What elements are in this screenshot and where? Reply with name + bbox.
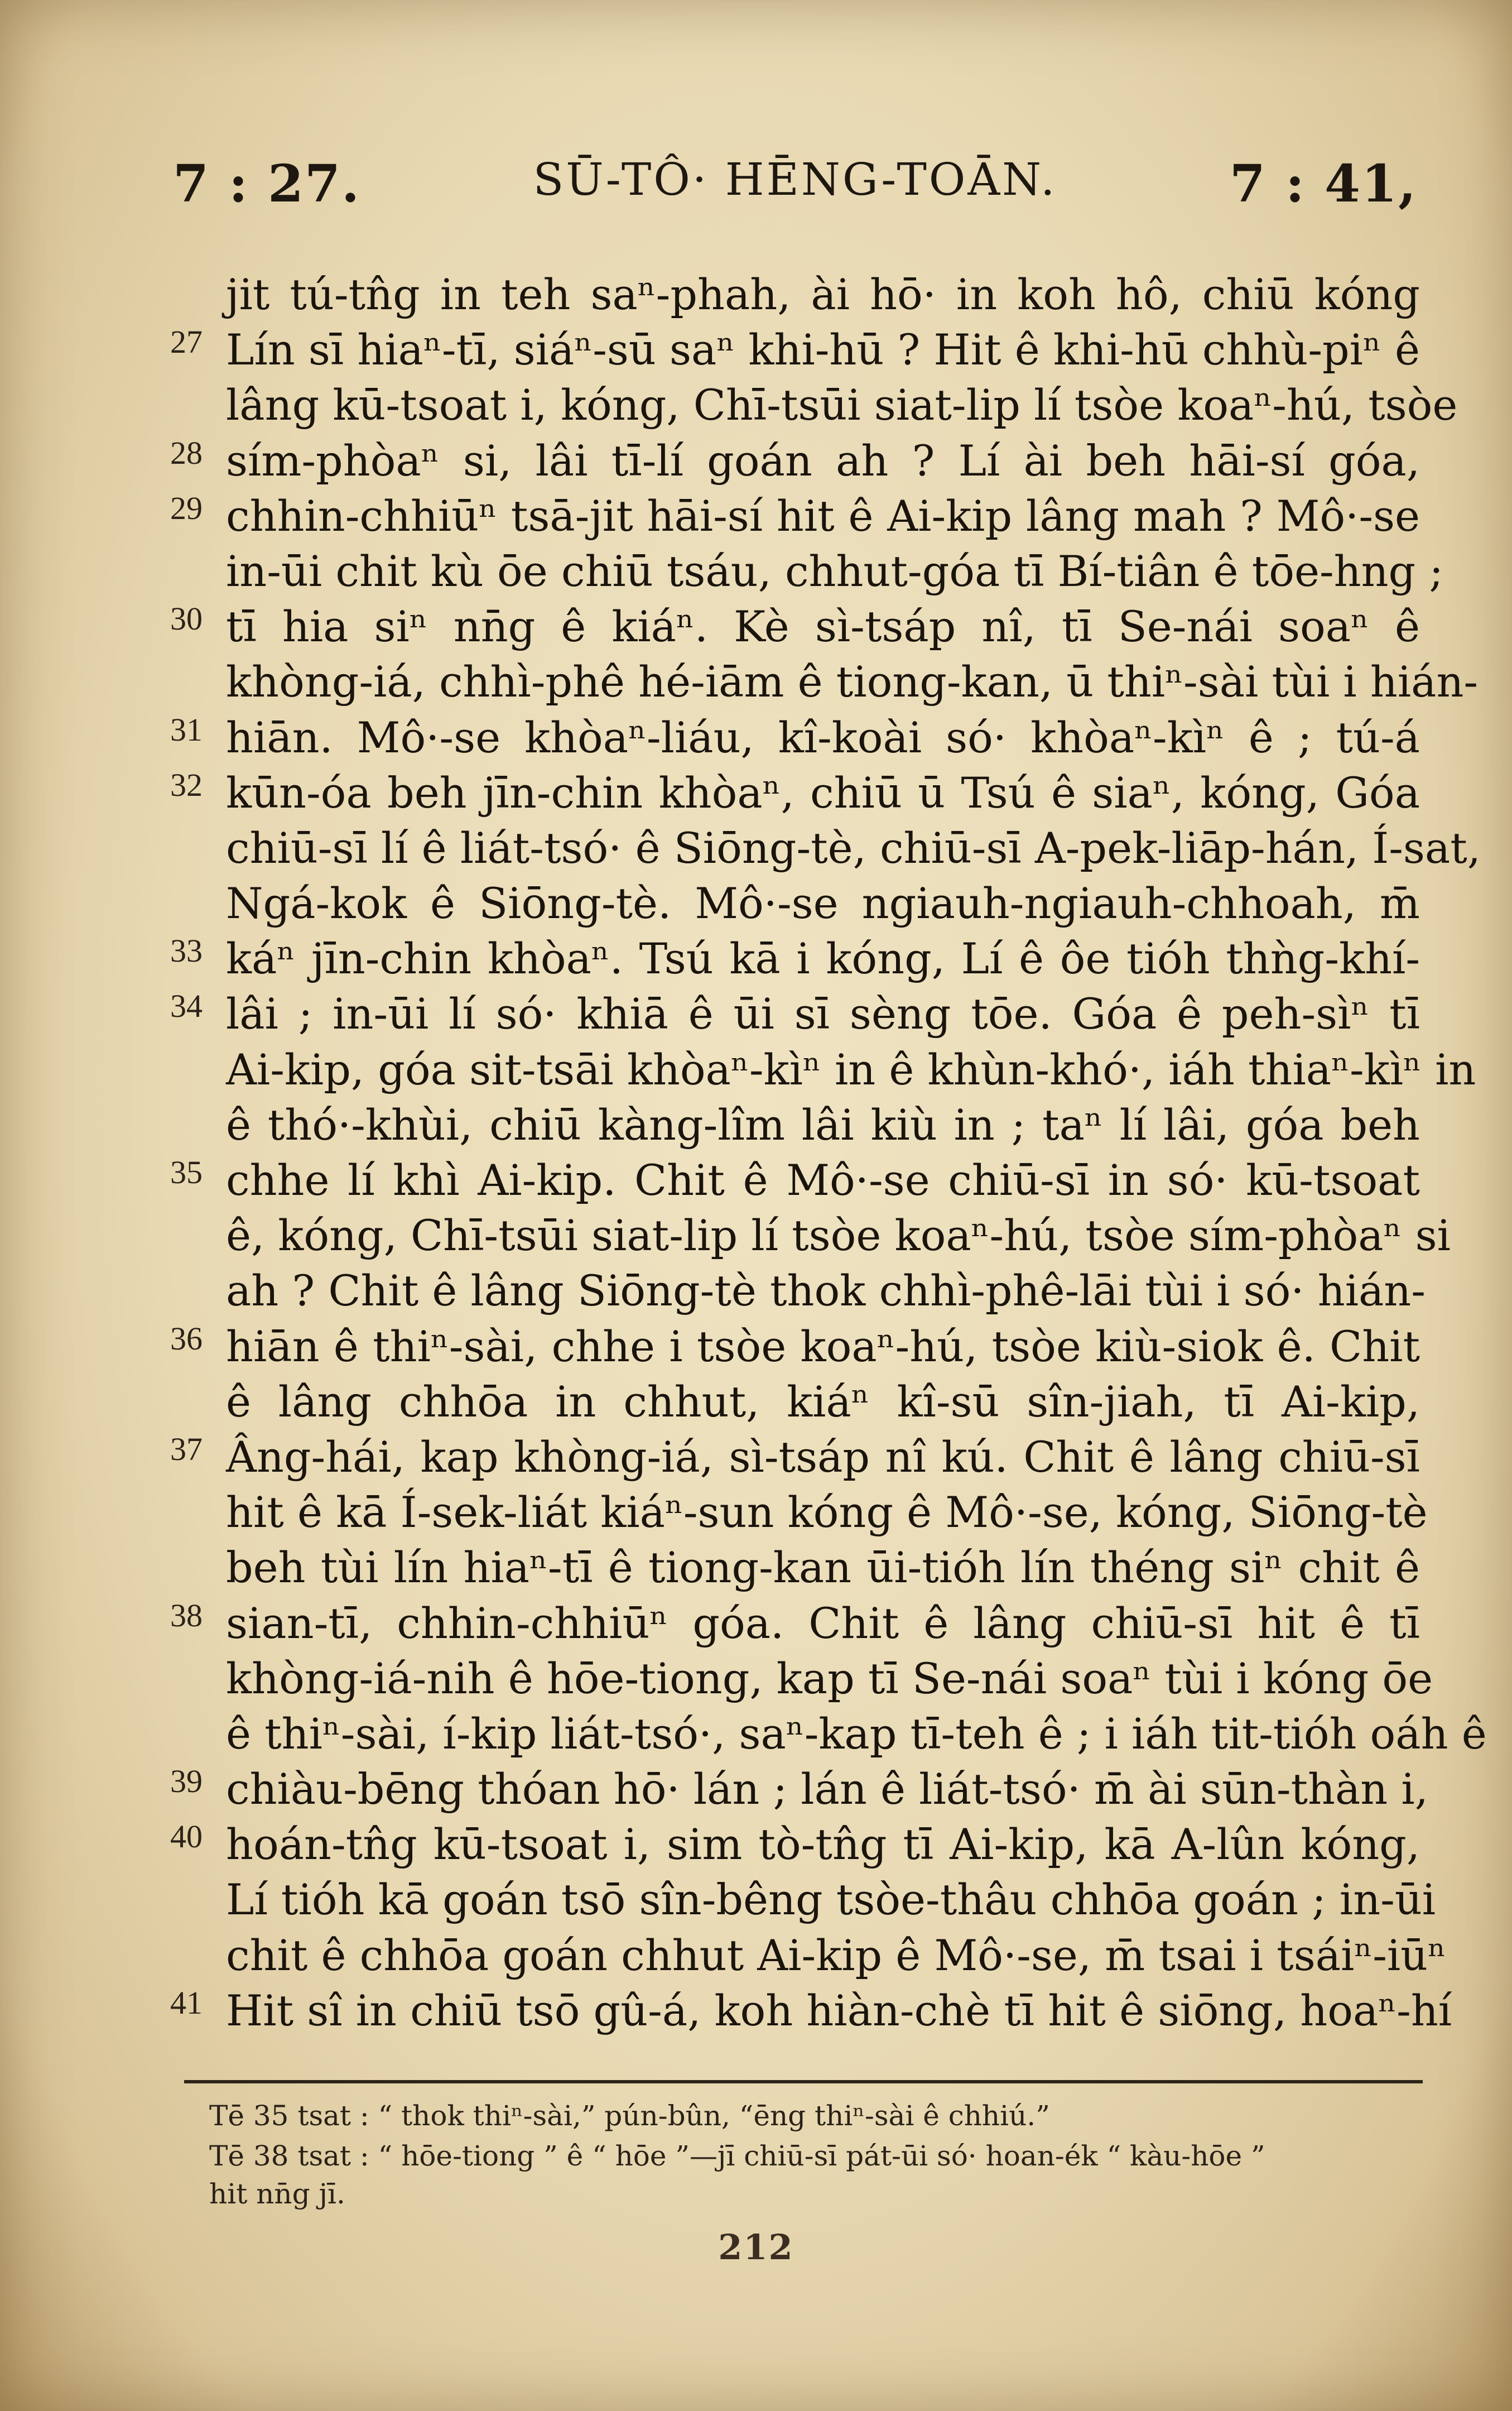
line-text: hoán-tn̂g kū-tsoat i, sim tò-tn̂g tī Ai-kip, kā A-lûn kóng, (226, 1819, 1420, 1870)
text-line (226, 1263, 1426, 1318)
text-line (170, 599, 1420, 654)
text-line (226, 820, 1481, 876)
text-line (170, 488, 1420, 544)
line-text: beh tùi lín hiaⁿ-tī ê tiong-kan ūi-tióh lín théng siⁿ chit ê (226, 1543, 1420, 1593)
footnote: Tē 38 tsat : “ hōe-tiong ” ê “ hōe ”—jī chiū-sī pát-ūi só· hoan-ék “ kàu-hōe ” (209, 2140, 1265, 2172)
line-text: Âng-hái, kap khòng-iá, sì-tsáp nî kú. Chit ê lâng chiū-sī (226, 1432, 1420, 1482)
line-text: hiān. Mô·-se khòaⁿ-liáu, kî-koài só· khòaⁿ-kìⁿ ê ; tú-á (226, 712, 1420, 762)
verse-number: 38 (170, 1597, 203, 1634)
verse-number: 30 (170, 601, 203, 637)
line-text: khòng-iá-nih ê hōe-tiong, kap tī Se-nái soaⁿ tùi i kóng ōe (226, 1653, 1433, 1703)
text-line (226, 876, 1420, 931)
line-text: ê lâng chhōa in chhut, kiáⁿ kî-sū sîn-jiah, tī Ai-kip, (226, 1376, 1420, 1427)
line-text: sian-tī, chhin-chhiūⁿ góa. Chit ê lâng chiū-sī hit ê tī (226, 1598, 1420, 1648)
text-line (226, 377, 1458, 433)
text-line (226, 1374, 1420, 1429)
text-line (170, 1761, 1428, 1817)
verse-number: 27 (170, 324, 203, 361)
text-line (170, 710, 1420, 765)
text-line (226, 1928, 1447, 1983)
verse-number: 39 (170, 1763, 203, 1800)
line-text: Ngá-kok ê Siōng-tè. Mô·-se ngiauh-ngiauh-chhoah, m̄ (226, 878, 1420, 929)
line-text: khòng-iá, chhì-phê hé-iām ê tiong-kan, ū thiⁿ-sài tùi i hián- (226, 657, 1479, 707)
text-line (226, 1540, 1420, 1595)
text-line (226, 1651, 1433, 1706)
text-line (226, 1097, 1420, 1152)
text-line (170, 1983, 1452, 2038)
text-line (170, 931, 1420, 986)
line-text: chhin-chhiūⁿ tsā-jit hāi-sí hit ê Ai-kip lâng mah ? Mô·-se (226, 491, 1420, 541)
line-text: ê, kóng, Chī-tsūi siat-lip lí tsòe koaⁿ-hú, tsòe sím-phòaⁿ si (226, 1211, 1451, 1261)
text-line (170, 1429, 1420, 1485)
verse-number: 28 (170, 434, 203, 471)
line-text: chiàu-bēng thóan hō· lán ; lán ê liát-tsó· m̄ ài sūn-thàn i, (226, 1764, 1428, 1814)
header-left-reference: 7 : 27. (173, 153, 361, 214)
footnote: Tē 35 tsat : “ thok thiⁿ-sài,” pún-bûn, “ēng thiⁿ-sài ê chhiú.” (209, 2100, 1050, 2132)
text-line (170, 1152, 1420, 1208)
text-line (170, 1319, 1420, 1374)
body-text (170, 267, 1487, 2058)
text-line (226, 1706, 1487, 1761)
text-line (170, 765, 1420, 820)
text-line (226, 544, 1443, 599)
verse-number: 32 (170, 766, 203, 803)
line-text: in-ūi chit kù ōe chiū tsáu, chhut-góa tī Bí-tiân ê tōe-hng ; (226, 546, 1443, 596)
line-text: chit ê chhōa goán chhut Ai-kip ê Mô·-se, m̄ tsai i tsáiⁿ-iūⁿ (226, 1930, 1447, 1980)
verse-number: 37 (170, 1430, 203, 1467)
text-line (226, 1485, 1428, 1540)
line-text: tī hia siⁿ nn̄g ê kiáⁿ. Kè sì-tsáp nî, tī Se-nái soaⁿ ê (226, 602, 1420, 652)
line-text: ah ? Chit ê lâng Siōng-tè thok chhì-phê-lāi tùi i só· hián- (226, 1266, 1426, 1316)
verse-number: 41 (170, 1984, 203, 2021)
line-text: káⁿ jīn-chin khòaⁿ. Tsú kā i kóng, Lí ê ôe tióh thǹg-khí- (226, 934, 1420, 984)
line-text: Lín sī hiaⁿ-tī, siáⁿ-sū saⁿ khi-hū ? Hit ê khi-hū chhù-piⁿ ê (226, 325, 1420, 375)
footnote-divider (184, 2080, 1423, 2083)
verse-number: 31 (170, 711, 203, 748)
line-text: lâng kū-tsoat i, kóng, Chī-tsūi siat-lip lí tsòe koaⁿ-hú, tsòe (226, 380, 1458, 430)
text-line (170, 322, 1420, 377)
header-right-reference: 7 : 41, (1229, 153, 1417, 214)
line-text: ê thó·-khùi, chiū kàng-lîm lâi kiù in ; taⁿ lí lâi, góa beh (226, 1099, 1420, 1150)
verse-number: 35 (170, 1154, 203, 1190)
line-text: ê thiⁿ-sài, í-kip liát-tsó·, saⁿ-kap tī-teh ê ; i iáh tit-tióh oáh ê (226, 1708, 1487, 1759)
verse-number: 33 (170, 933, 203, 969)
line-text: chiū-sī lí ê liát-tsó· ê Siōng-tè, chiū-sī A-pek-liāp-hán, Í-sat, (226, 823, 1481, 873)
text-line (226, 1042, 1476, 1097)
text-line (170, 986, 1420, 1041)
page-number: 212 (718, 2227, 794, 2268)
line-text: kūn-óa beh jīn-chin khòaⁿ, chiū ū Tsú ê siaⁿ, kóng, Góa (226, 767, 1420, 818)
text-line (170, 1817, 1420, 1872)
text-line (226, 654, 1479, 709)
text-line (170, 433, 1420, 488)
header-title: SŪ-TÔ· HĒNG-TOĀN. (533, 153, 1057, 205)
verse-number: 36 (170, 1320, 203, 1357)
running-header (173, 153, 1417, 215)
text-line (170, 1596, 1420, 1651)
line-text: Hit sî in chiū tsō gû-á, koh hiàn-chè tī hit ê siōng, hoaⁿ-hí (226, 1985, 1452, 2035)
text-line (226, 267, 1420, 322)
line-text: sím-phòaⁿ si, lâi tī-lí goán ah ? Lí ài beh hāi-sí góa, (226, 435, 1420, 486)
line-text: lâi ; in-ūi lí só· khiā ê ūi sī sèng tōe. Góa ê peh-sìⁿ tī (226, 989, 1420, 1039)
line-text: hit ê kā Í-sek-liát kiáⁿ-sun kóng ê Mô·-se, kóng, Siōng-tè (226, 1487, 1428, 1538)
line-text: Ai-kip, góa sit-tsāi khòaⁿ-kìⁿ in ê khùn-khó·, iáh thiaⁿ-kìⁿ in (226, 1044, 1476, 1094)
line-text: jit tú-tn̂g in teh saⁿ-phah, ài hō· in koh hô, chiū kóng (226, 270, 1420, 319)
footnotes (190, 2096, 1417, 2212)
text-line (226, 1872, 1436, 1927)
verse-number: 29 (170, 489, 203, 526)
line-text: hiān ê thiⁿ-sài, chhe i tsòe koaⁿ-hú, tsòe kiù-siok ê. Chit (226, 1321, 1420, 1371)
line-text: Lí tióh kā goán tsō sîn-bêng tsòe-thâu chhōa goán ; in-ūi (226, 1875, 1436, 1925)
verse-number: 34 (170, 988, 203, 1025)
line-text: chhe lí khì Ai-kip. Chit ê Mô·-se chiū-sī in só· kū-tsoat (226, 1155, 1420, 1205)
footnote-continuation: hit nn̄g jī. (209, 2178, 345, 2210)
verse-number: 40 (170, 1818, 203, 1855)
text-line (226, 1208, 1451, 1263)
